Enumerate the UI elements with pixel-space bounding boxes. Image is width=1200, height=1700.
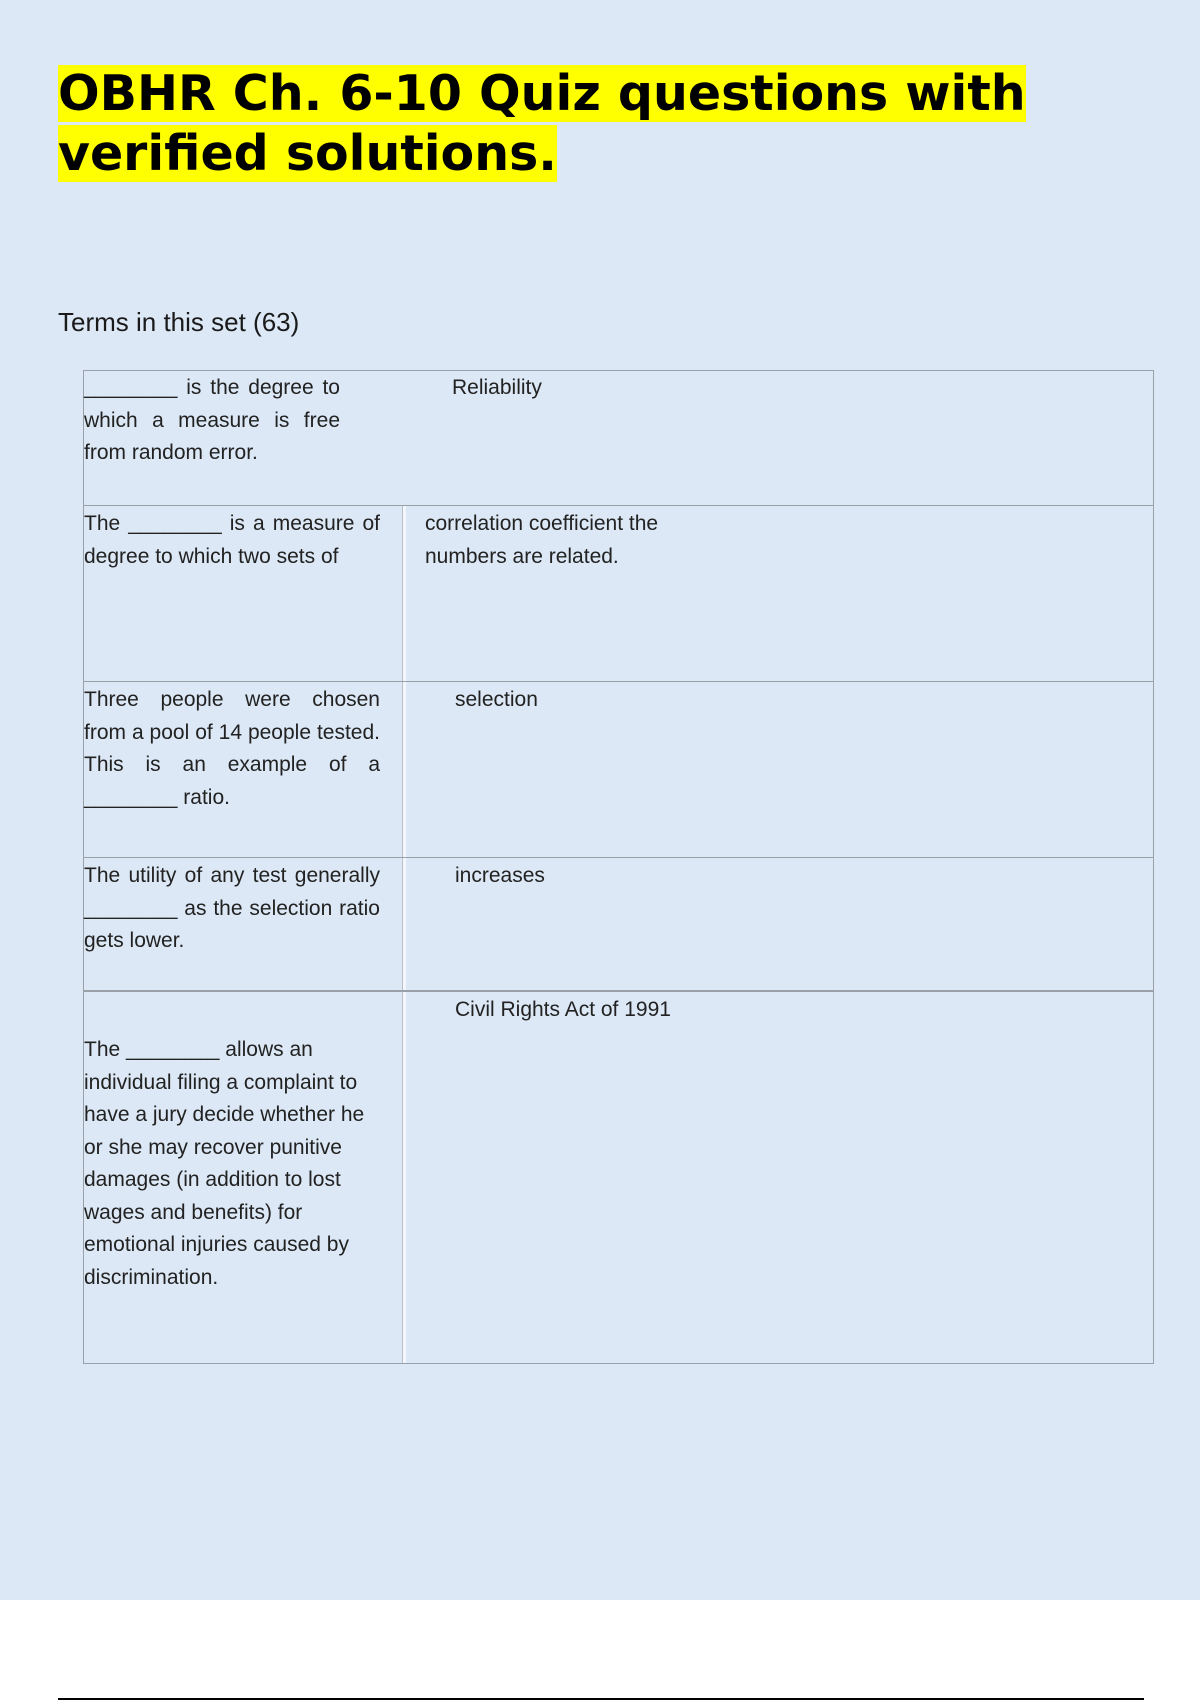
definition-text: Reliability xyxy=(452,376,542,399)
term-text: The utility of any test generally ________ as the selection ratio gets lower. xyxy=(84,864,380,952)
term-text: ________ is the degree to which a measure is free from random error. xyxy=(84,376,340,464)
table-row xyxy=(84,505,1153,681)
terms-table xyxy=(83,370,1154,1364)
term-text: The ________ allows an individual filing a complaint to have a jury decide whether he or she may recover punitive damages (in addition to lost wages and benefits) for emotional injuries caused by discrimination. xyxy=(84,1038,365,1289)
document-title xyxy=(58,64,1138,184)
definition-text: Civil Rights Act of 1991 xyxy=(455,998,671,1021)
definition-text: increases xyxy=(455,864,545,887)
table-row xyxy=(84,371,1153,505)
term-text: The ________ is a measure of degree to which two sets of xyxy=(84,512,380,568)
terms-count-heading: Terms in this set (63) xyxy=(58,307,300,337)
definition-cell xyxy=(406,506,1153,681)
table-row xyxy=(84,681,1153,857)
definition-text: selection xyxy=(455,688,538,711)
term-text: Three people were chosen from a pool of 14 people tested. This is an example of a ________ ratio. xyxy=(84,688,380,809)
definition-text: correlation coefficient the numbers are related. xyxy=(425,512,659,568)
title-highlight: OBHR Ch. 6-10 Quiz questions with verified solutions. xyxy=(58,65,1026,182)
table-row xyxy=(84,857,1153,991)
table-row xyxy=(84,991,1153,1363)
